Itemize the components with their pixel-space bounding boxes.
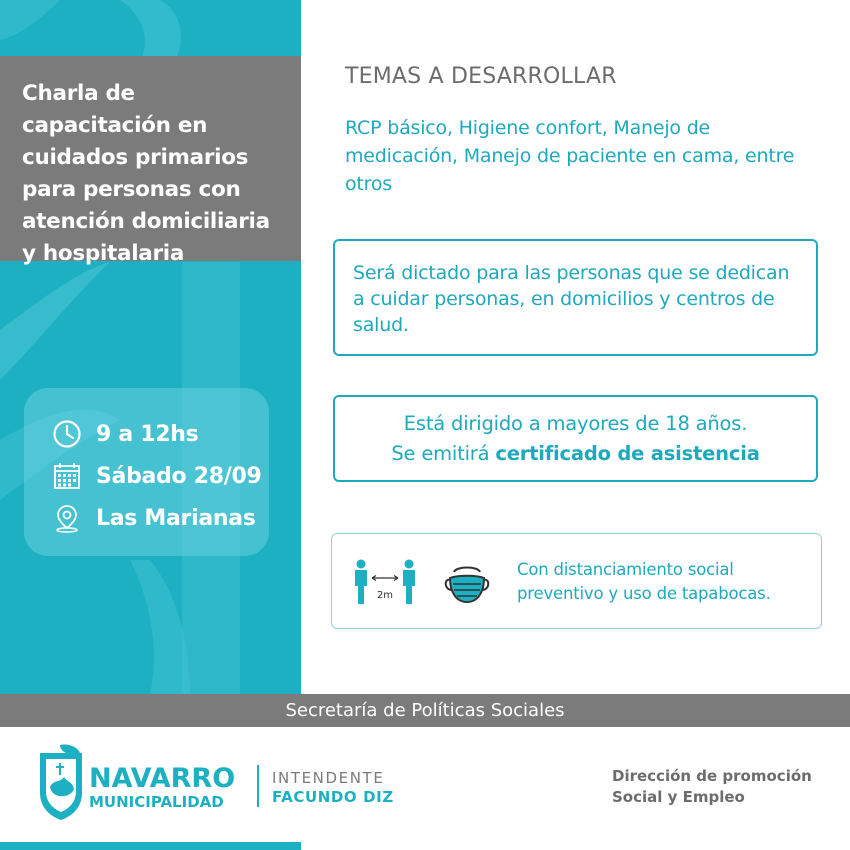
audience-box xyxy=(333,239,818,356)
requirements-line1: Está dirigido a mayores de 18 años. xyxy=(403,412,748,435)
event-title: Charla de capacitación en cuidados primarios para personas con atención domiciliaria y hospitalaria xyxy=(22,81,270,266)
safety-text: Con distanciamiento social preventivo y uso de tapabocas. xyxy=(517,560,771,603)
time-row xyxy=(52,416,198,452)
intendente-name: FACUNDO DIZ xyxy=(272,788,394,806)
direccion-line1: Dirección de promoción xyxy=(612,767,812,785)
distance-label: 2m xyxy=(376,590,394,601)
certificate-text: certificado de asistencia xyxy=(495,442,760,465)
place-row xyxy=(52,500,256,536)
requirements-line2 xyxy=(335,439,816,469)
face-mask-icon xyxy=(442,562,492,608)
audience-text: Será dictado para las personas que se dedican a cuidar personas, en domicilios y centros de salud. xyxy=(353,262,790,336)
calendar-icon xyxy=(52,461,82,491)
title-box xyxy=(0,56,301,266)
event-date: Sábado 28/09 xyxy=(96,463,262,489)
logo-name: NAVARRO xyxy=(89,763,236,794)
safety-box xyxy=(331,533,822,629)
secretaria-bar xyxy=(0,694,850,727)
left-panel xyxy=(0,0,301,694)
intendente-label: INTENDENTE xyxy=(272,769,385,787)
secretaria-text: Secretaría de Políticas Sociales xyxy=(285,700,565,721)
bottom-strip xyxy=(0,842,301,850)
date-row xyxy=(52,458,261,494)
clock-icon xyxy=(52,419,82,449)
navarro-shield-icon xyxy=(38,743,84,821)
topics-heading: TEMAS A DESARROLLAR xyxy=(345,64,617,89)
requirements-line2-prefix: Se emitirá xyxy=(391,442,496,465)
social-distance-icon xyxy=(352,558,422,608)
topics-text: RCP básico, Higiene confort, Manejo de medicación, Manejo de paciente en cama, entre otros xyxy=(345,117,795,195)
requirements-box xyxy=(333,395,818,482)
event-time: 9 a 12hs xyxy=(96,421,199,447)
direccion-line2: Social y Empleo xyxy=(612,788,745,806)
logo-divider xyxy=(257,765,259,807)
logo-subtitle: MUNICIPALIDAD xyxy=(89,793,224,811)
direccion-text xyxy=(612,766,812,808)
event-place: Las Marianas xyxy=(96,505,256,531)
location-pin-icon xyxy=(52,503,82,533)
